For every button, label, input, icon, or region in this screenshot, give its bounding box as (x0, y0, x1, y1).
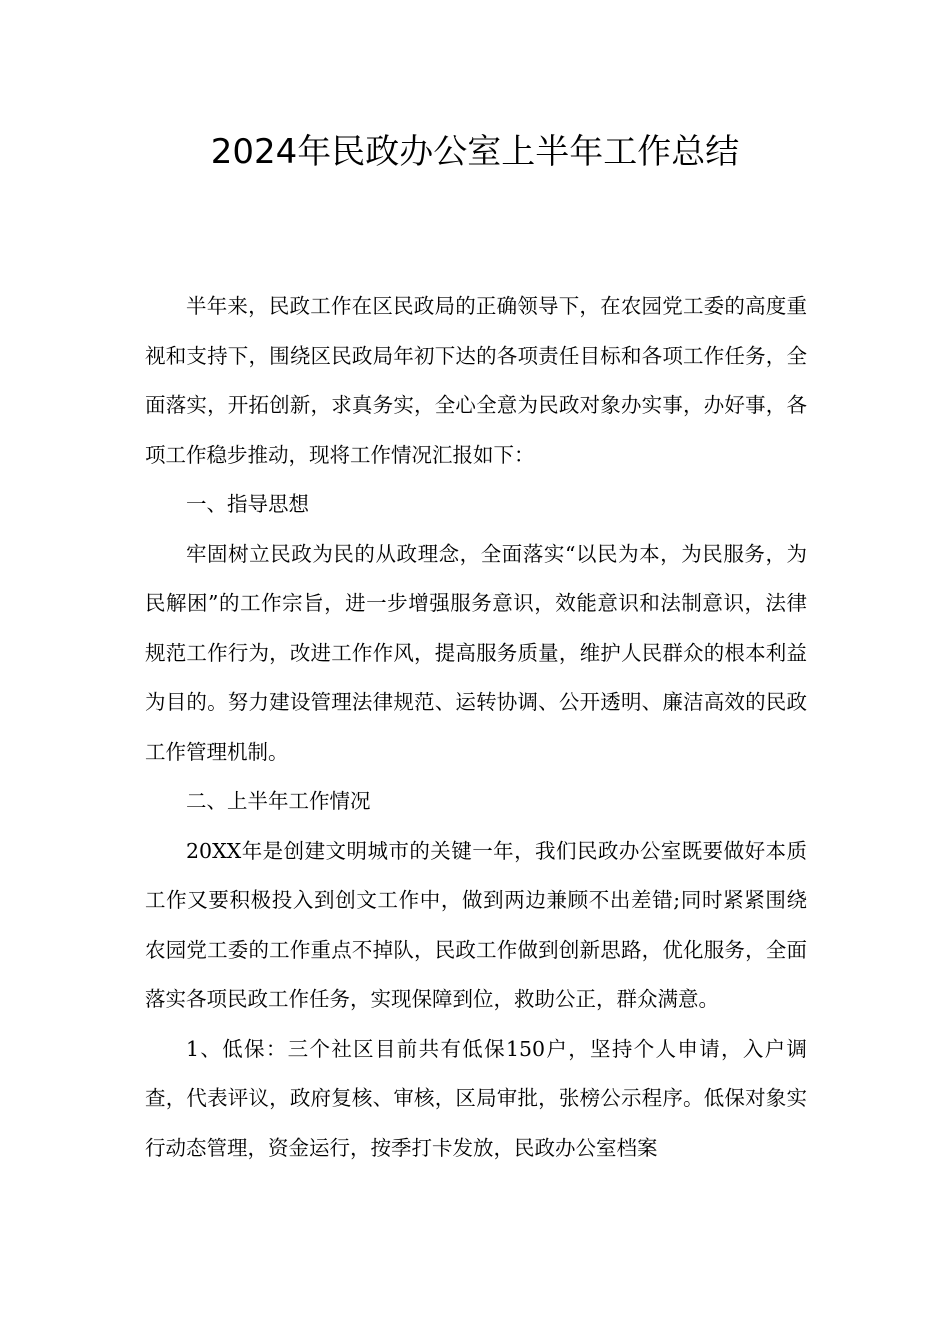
document-title: 2024年民政办公室上半年工作总结 (210, 132, 740, 172)
section-heading-guiding-ideology: 一、指导思想 (186, 492, 309, 516)
guiding-ideology-paragraph: 牢固树立民政为民的从政理念，全面落实“以民为本，为民服务，为民解困”的工作宗旨，进一步增强服务意识，效能意识和法制意识，法律规范工作行为，改进工作作风，提高服务质量，维护人民群众的根本利益为目的。努力建设管理法律规范、运转协调、公开透明、廉洁高效的民政工作管理机制。 (145, 541, 807, 764)
section-heading-work-status: 二、上半年工作情况 (186, 789, 371, 813)
intro-paragraph: 半年来，民政工作在区民政局的正确领导下，在农园党工委的高度重视和支持下，围绕区民政局年初下达的各项责任目标和各项工作任务，全面落实，开拓创新，求真务实，全心全意为民政对象办实事，办好事，各项工作稳步推动，现将工作情况汇报如下： (145, 294, 807, 467)
work-status-paragraph: 20XX年是创建文明城市的关键一年，我们民政办公室既要做好本质工作又要积极投入到创文工作中，做到两边兼顾不出差错;同时紧紧围绕农园党工委的工作重点不掉队，民政工作做到创新思路，优化服务，全面落实各项民政工作任务，实现保障到位，救助公正，群众满意。 (145, 838, 807, 1011)
minimum-living-allowance-paragraph: 1、低保：三个社区目前共有低保150户，坚持个人申请，入户调查，代表评议，政府复核、审核，区局审批，张榜公示程序。低保对象实行动态管理，资金运行，按季打卡发放，民政办公室档案 (145, 1036, 807, 1160)
document-body (145, 282, 807, 1173)
